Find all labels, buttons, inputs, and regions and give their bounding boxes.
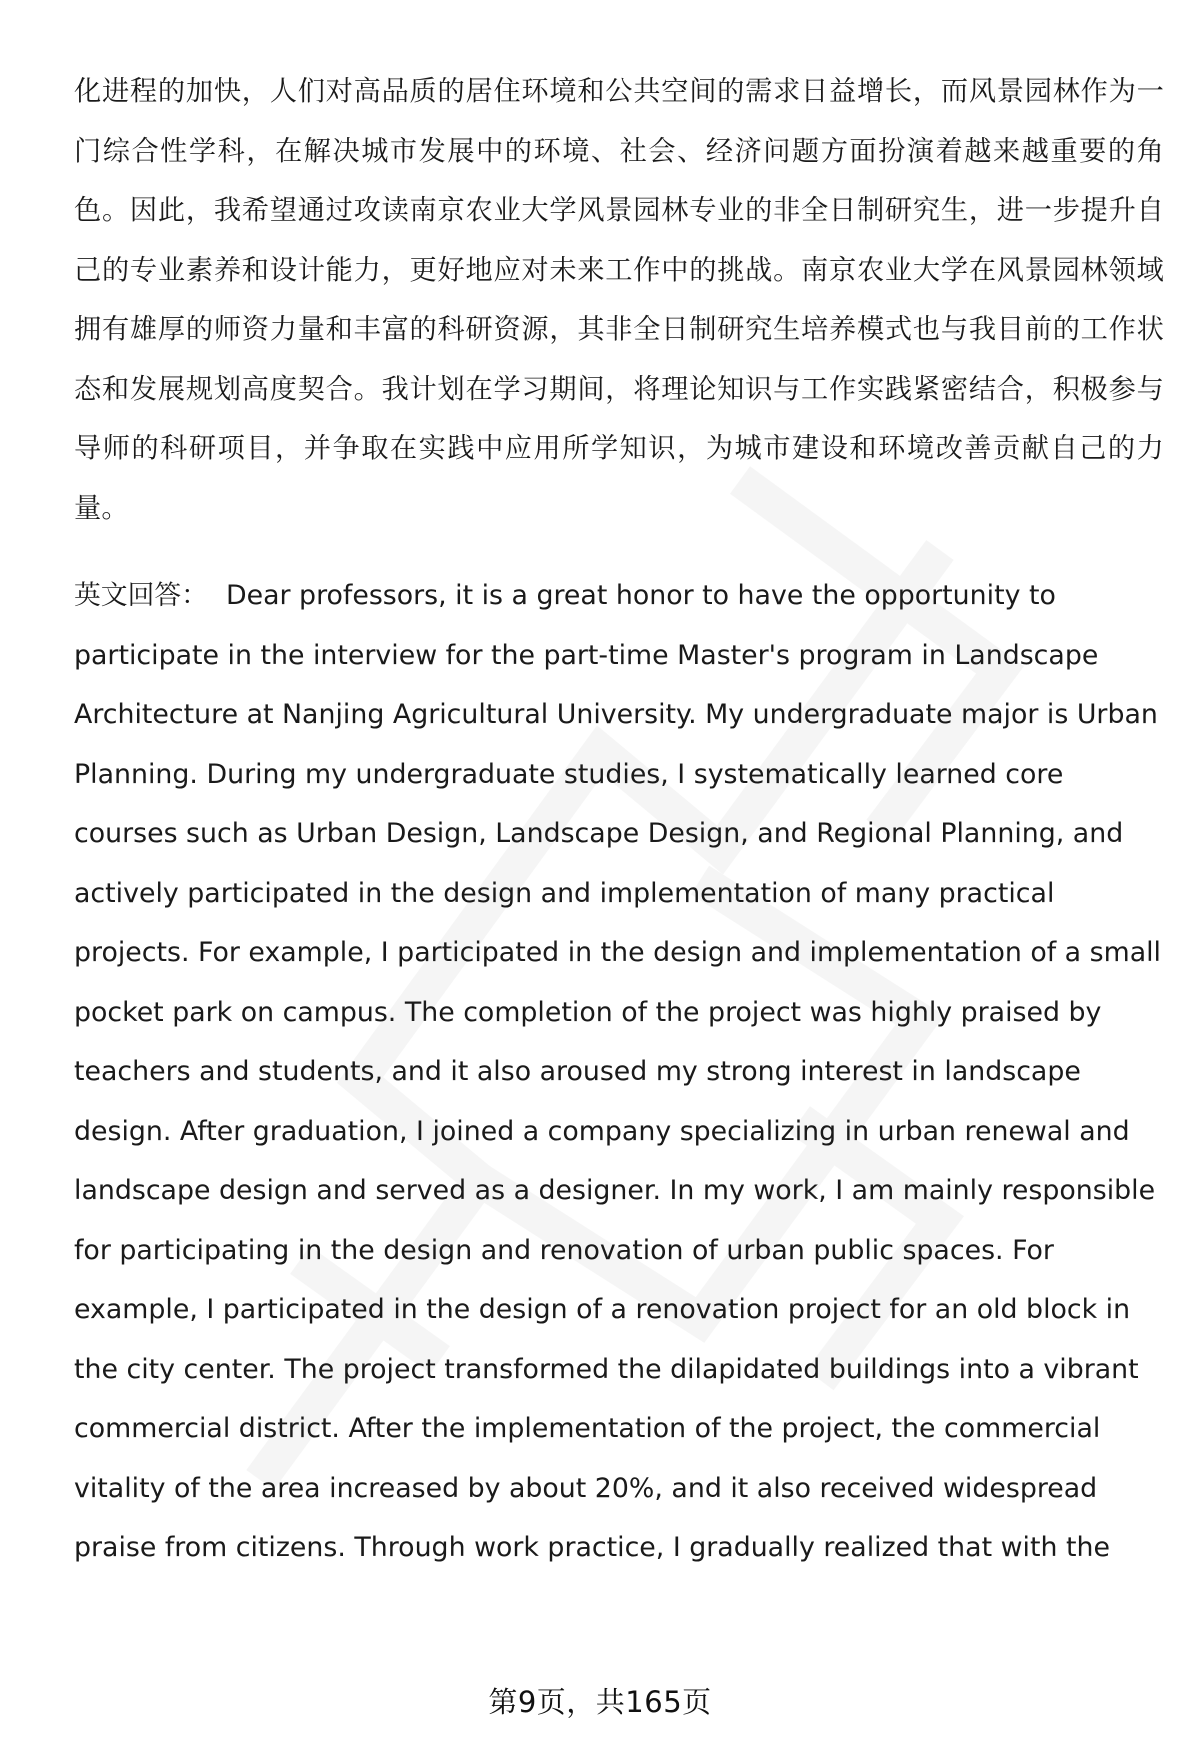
english-answer-label: 英文回答： [74, 580, 208, 611]
page-number-footer: 第9页，共165页 [488, 1685, 712, 1719]
english-answer-text: Dear professors, it is a great honor to have the opportunity to participate in the interview for the part-time Master's program in Landscape Architecture at Nanjing Agricultural University. My undergraduate major is Urban Planning. During my undergraduate studies, I systematically learned core courses such as Urban Design, Landscape Design, and Regional Planning, and actively participated in the design and implementation of many practical projects. For example, I participated in the design and implementation of a small pocket park on campus. The completion of the project was highly praised by teachers and students, and it also aroused my strong interest in landscape design. After graduation, I joined a company specializing in urban renewal and landscape design and served as a designer. In my work, I am mainly responsible for participating in the design and renovation of urban public spaces. For example, I participated in the design of a renovation project for an old block in the city center. The project transformed the dilapidated buildings into a vibrant commercial district. After the implementation of the project, the commercial vitality of the area increased by about 20%, and it also received widespread praise from citizens. Through work practice, I gradually realized that with the [74, 580, 1162, 1563]
chinese-paragraph: 化进程的加快，人们对高品质的居住环境和公共空间的需求日益增长，而风景园林作为一门综合性学科，在解决城市发展中的环境、社会、经济问题方面扮演着越来越重要的角色。因此，我希望通过攻读南京农业大学风景园林专业的非全日制研究生，进一步提升自己的专业素养和设计能力，更好地应对未来工作中的挑战。南京农业大学在风景园林领域拥有雄厚的师资力量和丰富的科研资源，其非全日制研究生培养模式也与我目前的工作状态和发展规划高度契合。我计划在学习期间，将理论知识与工作实践紧密结合，积极参与导师的科研项目，并争取在实践中应用所学知识，为城市建设和环境改善贡献自己的力量。 [74, 76, 1164, 524]
document-body [74, 62, 1164, 1578]
english-answer-paragraph [74, 566, 1164, 1578]
